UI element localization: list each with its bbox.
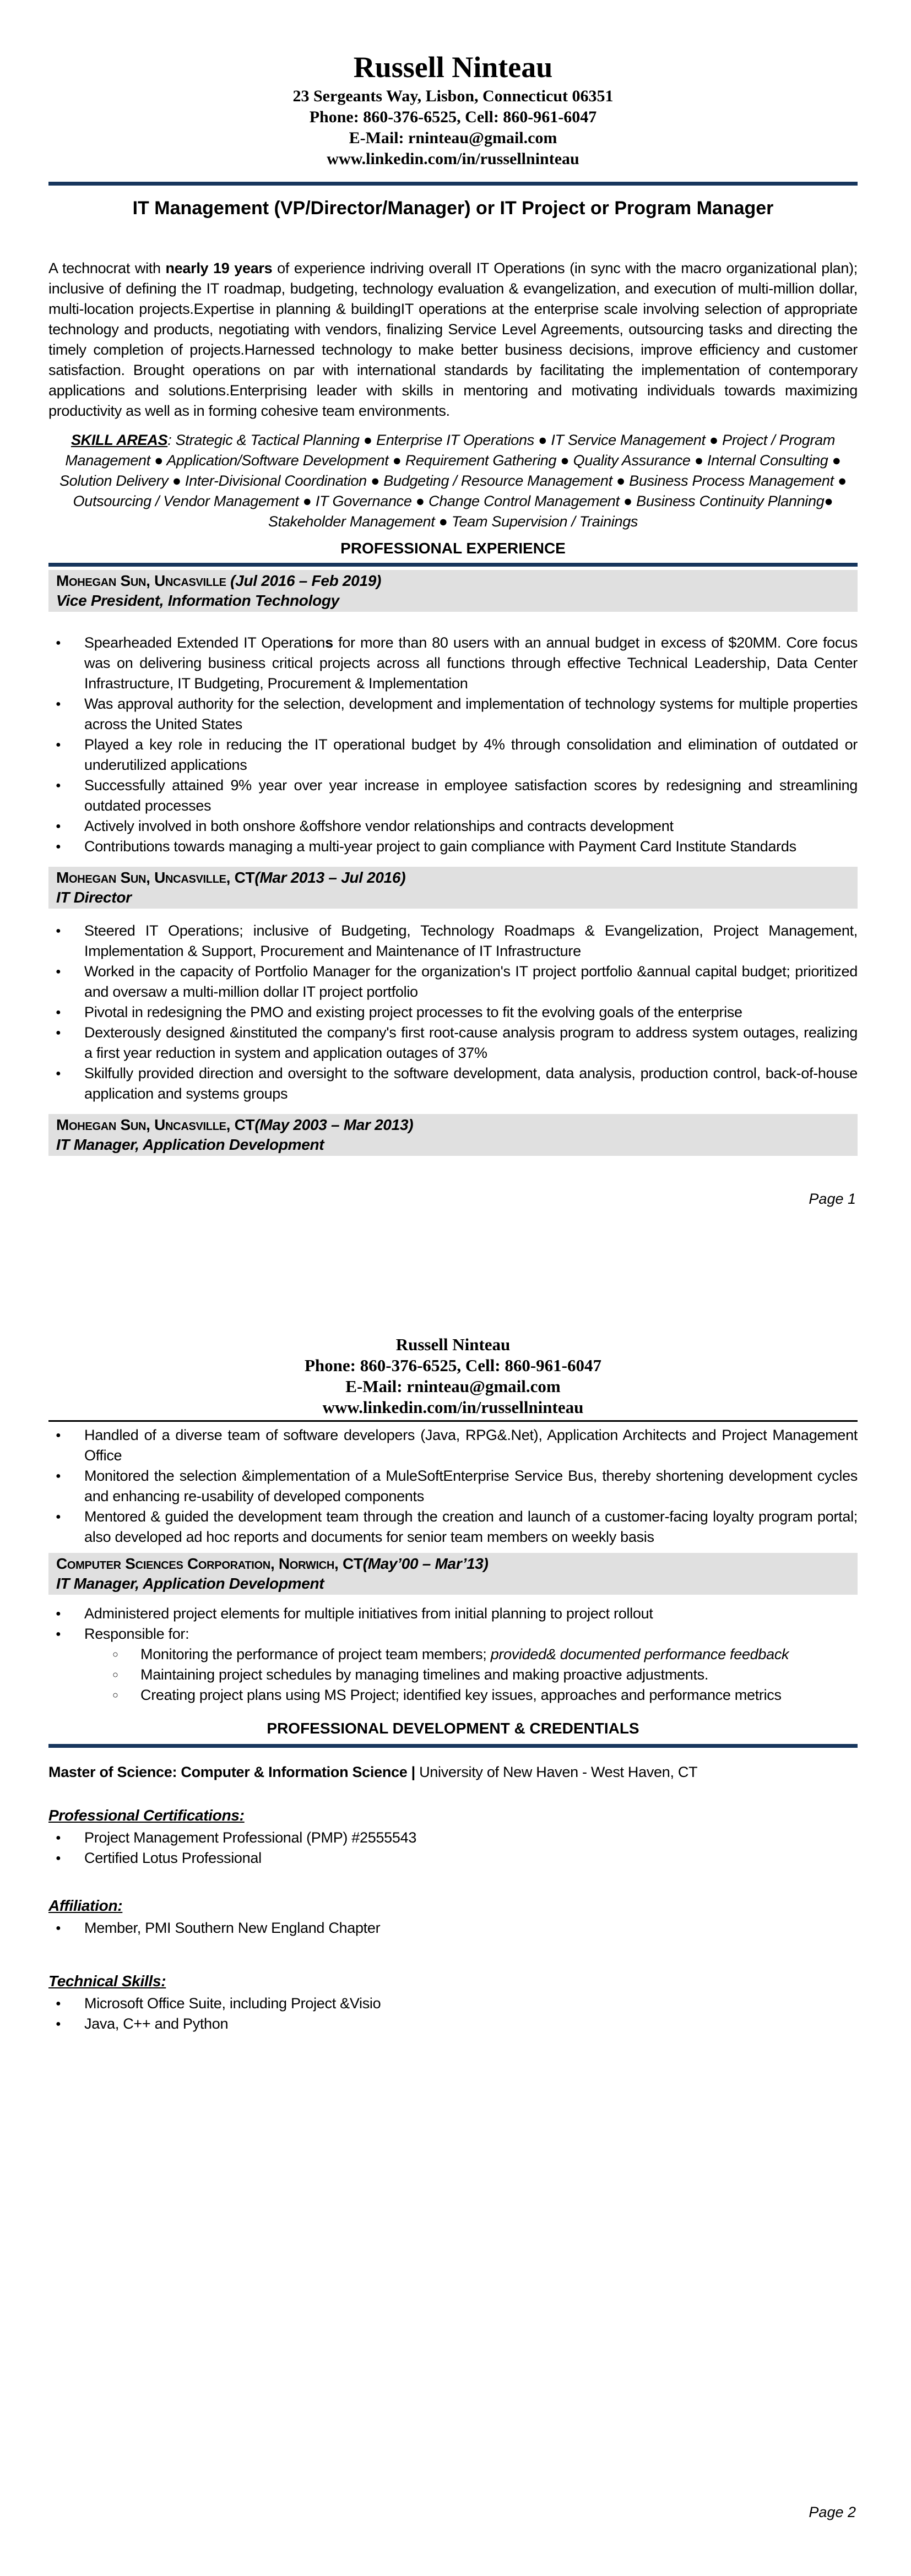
list-item: ● Handled of a diverse team of software developers (Java, RPG&.Net), Application Architects and Project Management Office bbox=[48, 1425, 858, 1466]
job-company-line bbox=[56, 1554, 850, 1574]
divider-rule bbox=[48, 1744, 858, 1748]
skill-areas-label: SKILL AREAS bbox=[71, 432, 168, 448]
skill-areas-list: : Strategic & Tactical Planning ● Enterprise IT Operations ● IT Service Management ● Project / Program Management ● Application/Software Development ● Requirement Gathering ● Quality Assurance ● Internal Consulting ● Solution Delivery ● Inter-Divisional Coordination ● Budgeting / Resource Management ● Business Process Management ● Outsourcing / Vendor Management ● IT Governance ● Change Control Management ● Business Continuity Planning● Stakeholder Management ● Team Supervision / Trainings bbox=[59, 432, 847, 530]
job-header bbox=[48, 570, 858, 612]
list-item: ● Worked in the capacity of Portfolio Manager for the organization's IT project portfolio &annual capital budget; prioritized and oversaw a multi-million dollar IT project portfolio bbox=[48, 961, 858, 1002]
list-item: ● Microsoft Office Suite, including Project &Visio bbox=[48, 1993, 858, 2014]
list-item: ● Project Management Professional (PMP) #2555543 bbox=[48, 1828, 858, 1848]
job-bullet-list bbox=[48, 1425, 858, 1547]
list-item: ● Was approval authority for the selection, development and implementation of technology systems for multiple properties across the United States bbox=[48, 694, 858, 735]
job-company: Mohegan Sun, Uncasville bbox=[56, 572, 231, 589]
summary-pre: A technocrat with bbox=[48, 260, 166, 276]
sub-bullet-text-italic: provided& documented performance feedback bbox=[490, 1646, 789, 1662]
job-company: Mohegan Sun, Uncasville, CT bbox=[56, 869, 255, 886]
job-header bbox=[48, 1553, 858, 1595]
list-item: ● Pivotal in redesigning the PMO and existing project processes to fit the evolving goals of the enterprise bbox=[48, 1002, 858, 1023]
job-company-line bbox=[56, 868, 850, 888]
job-bullet-list bbox=[48, 633, 858, 857]
sub-bullet-text: Monitoring the performance of project team members; bbox=[140, 1646, 491, 1662]
list-item: ● Certified Lotus Professional bbox=[48, 1848, 858, 1868]
list-item: ● Played a key role in reducing the IT operational budget by 4% through consolidation and elimination of outdated or underutilized applications bbox=[48, 735, 858, 775]
resume-page-2 bbox=[0, 1288, 911, 2576]
certifications-heading: Professional Certifications: bbox=[48, 1807, 245, 1824]
list-item: ● Skilfully provided direction and oversight to the software development, data analysis, production control, back-of-house application and systems groups bbox=[48, 1063, 858, 1104]
job-header bbox=[48, 867, 858, 909]
affiliation-heading: Affiliation: bbox=[48, 1897, 123, 1914]
bullet-text-bold: s bbox=[325, 634, 333, 651]
linkedin-line: www.linkedin.com/in/russellninteau bbox=[322, 1398, 584, 1417]
list-item: ● Dexterously designed &instituted the company's first root-cause analysis program to address system outages, realizing a first year reduction in system and application outages of 37% bbox=[48, 1023, 858, 1063]
technical-skills-list bbox=[48, 1993, 858, 2034]
sub-bullet-list bbox=[48, 1644, 858, 1705]
divider-rule bbox=[48, 563, 858, 567]
job-company: Mohegan Sun, Uncasville, CT bbox=[56, 1116, 255, 1133]
phone-line: Phone: 860-376-6525, Cell: 860-961-6047 bbox=[309, 108, 597, 126]
page-number: Page 1 bbox=[809, 1191, 856, 1207]
skill-areas bbox=[48, 430, 858, 532]
job-bullet-list bbox=[48, 921, 858, 1104]
job-company-line bbox=[56, 1115, 850, 1135]
divider-rule bbox=[48, 182, 858, 186]
address-line: 23 Sergeants Way, Lisbon, Connecticut 06351 bbox=[292, 87, 614, 105]
candidate-name: Russell Ninteau bbox=[353, 51, 553, 84]
email-line: E-Mail: rninteau@gmail.com bbox=[345, 1377, 561, 1396]
list-item bbox=[48, 1644, 858, 1665]
technical-skills-heading: Technical Skills: bbox=[48, 1972, 166, 1990]
job-title: IT Manager, Application Development bbox=[56, 1136, 324, 1153]
contact-block bbox=[48, 0, 858, 170]
section-heading-experience: PROFESSIONAL EXPERIENCE bbox=[340, 540, 566, 557]
page-number: Page 2 bbox=[809, 2504, 856, 2520]
list-item: ● Successfully attained 9% year over year increase in employee satisfaction scores by redesigning and streamlining outdated processes bbox=[48, 775, 858, 816]
candidate-name: Russell Ninteau bbox=[395, 1335, 511, 1354]
summary-paragraph bbox=[48, 258, 858, 421]
linkedin-line: www.linkedin.com/in/russellninteau bbox=[327, 150, 579, 168]
list-item: ● Member, PMI Southern New England Chapter bbox=[48, 1918, 858, 1938]
school: University of New Haven - West Haven, CT bbox=[415, 1764, 698, 1780]
job-dates: (Mar 2013 – Jul 2016) bbox=[254, 869, 406, 886]
education-line bbox=[48, 1762, 858, 1782]
job-company: Computer Sciences Corporation, Norwich, CT bbox=[56, 1555, 363, 1572]
summary-bold: nearly 19 years bbox=[165, 260, 273, 276]
certifications-list bbox=[48, 1828, 858, 1868]
list-item: ○ Creating project plans using MS Project; identified key issues, approaches and performance metrics bbox=[48, 1685, 858, 1705]
job-title: IT Director bbox=[56, 889, 132, 906]
list-item: ● Mentored & guided the development team through the creation and launch of a customer-facing loyalty program portal; also developed ad hoc reports and documents for senior team members on weekly basis bbox=[48, 1507, 858, 1547]
list-item bbox=[48, 633, 858, 694]
job-dates: (May’00 – Mar’13) bbox=[362, 1555, 489, 1572]
job-dates: (Jul 2016 – Feb 2019) bbox=[230, 572, 382, 589]
list-item: ● Contributions towards managing a multi-year project to gain compliance with Payment Card Institute Standards bbox=[48, 836, 858, 857]
list-item: ○ Maintaining project schedules by managing timelines and making proactive adjustments. bbox=[48, 1665, 858, 1685]
degree: Master of Science: Computer & Information Science | bbox=[48, 1764, 415, 1780]
job-bullet-list bbox=[48, 1604, 858, 1644]
list-item: ● Responsible for: bbox=[48, 1624, 858, 1644]
phone-line: Phone: 860-376-6525, Cell: 860-961-6047 bbox=[305, 1356, 601, 1375]
resume-headline: IT Management (VP/Director/Manager) or IT Project or Program Manager bbox=[132, 198, 774, 219]
job-title: IT Manager, Application Development bbox=[56, 1575, 324, 1592]
list-item: ● Actively involved in both onshore &offshore vendor relationships and contracts development bbox=[48, 816, 858, 836]
job-header bbox=[48, 1114, 858, 1156]
job-dates: (May 2003 – Mar 2013) bbox=[254, 1116, 414, 1133]
list-item: ● Steered IT Operations; inclusive of Budgeting, Technology Roadmaps & Evangelization, Project Management, Implementation & Support, Procurement and Maintenance of IT Infrastructure bbox=[48, 921, 858, 961]
list-item: ● Java, C++ and Python bbox=[48, 2014, 858, 2034]
section-heading-development: PROFESSIONAL DEVELOPMENT & CREDENTIALS bbox=[267, 1720, 639, 1737]
affiliation-list bbox=[48, 1918, 858, 1938]
contact-block bbox=[48, 1288, 858, 1418]
bullet-text: for more than 80 users with an annual budget in excess of $20MM. Core focus was on delivering business critical projects across all functions through effective Technical Leadership, Data Center Infrastructure, IT Budgeting, Procurement & Implementation bbox=[84, 634, 858, 692]
email-line: E-Mail: rninteau@gmail.com bbox=[349, 129, 557, 147]
list-item: ● Monitored the selection &implementation of a MuleSoftEnterprise Service Bus, thereby shortening development cycles and enhancing re-usability of developed components bbox=[48, 1466, 858, 1507]
divider-rule bbox=[48, 1420, 858, 1422]
summary-rest: of experience indriving overall IT Operations (in sync with the macro organizational plan); inclusive of defining the IT roadmap, budgeting, technology evaluation & evangelization, and execution of multi-million dollar, multi-location projects.Expertise in planning & buildingIT operations at the enterprise scale involving selection of appropriate technology and products, negotiating with vendors, finalizing Service Level Agreements, outsourcing tasks and directing the timely completion of projects.Harnessed technology to make better business decisions, improve efficiency and customer satisfaction. Brought operations on par with international standards by facilitating the implementation of contemporary applications and solutions.Enterprising leader with skills in mentoring and motivating individuals towards maximizing productivity as well as in forming cohesive team environments. bbox=[48, 260, 858, 419]
bullet-text: Spearheaded Extended IT Operation bbox=[84, 634, 326, 651]
job-title: Vice President, Information Technology bbox=[56, 592, 339, 609]
list-item: ● Administered project elements for multiple initiatives from initial planning to project rollout bbox=[48, 1604, 858, 1624]
job-company-line bbox=[56, 571, 850, 591]
